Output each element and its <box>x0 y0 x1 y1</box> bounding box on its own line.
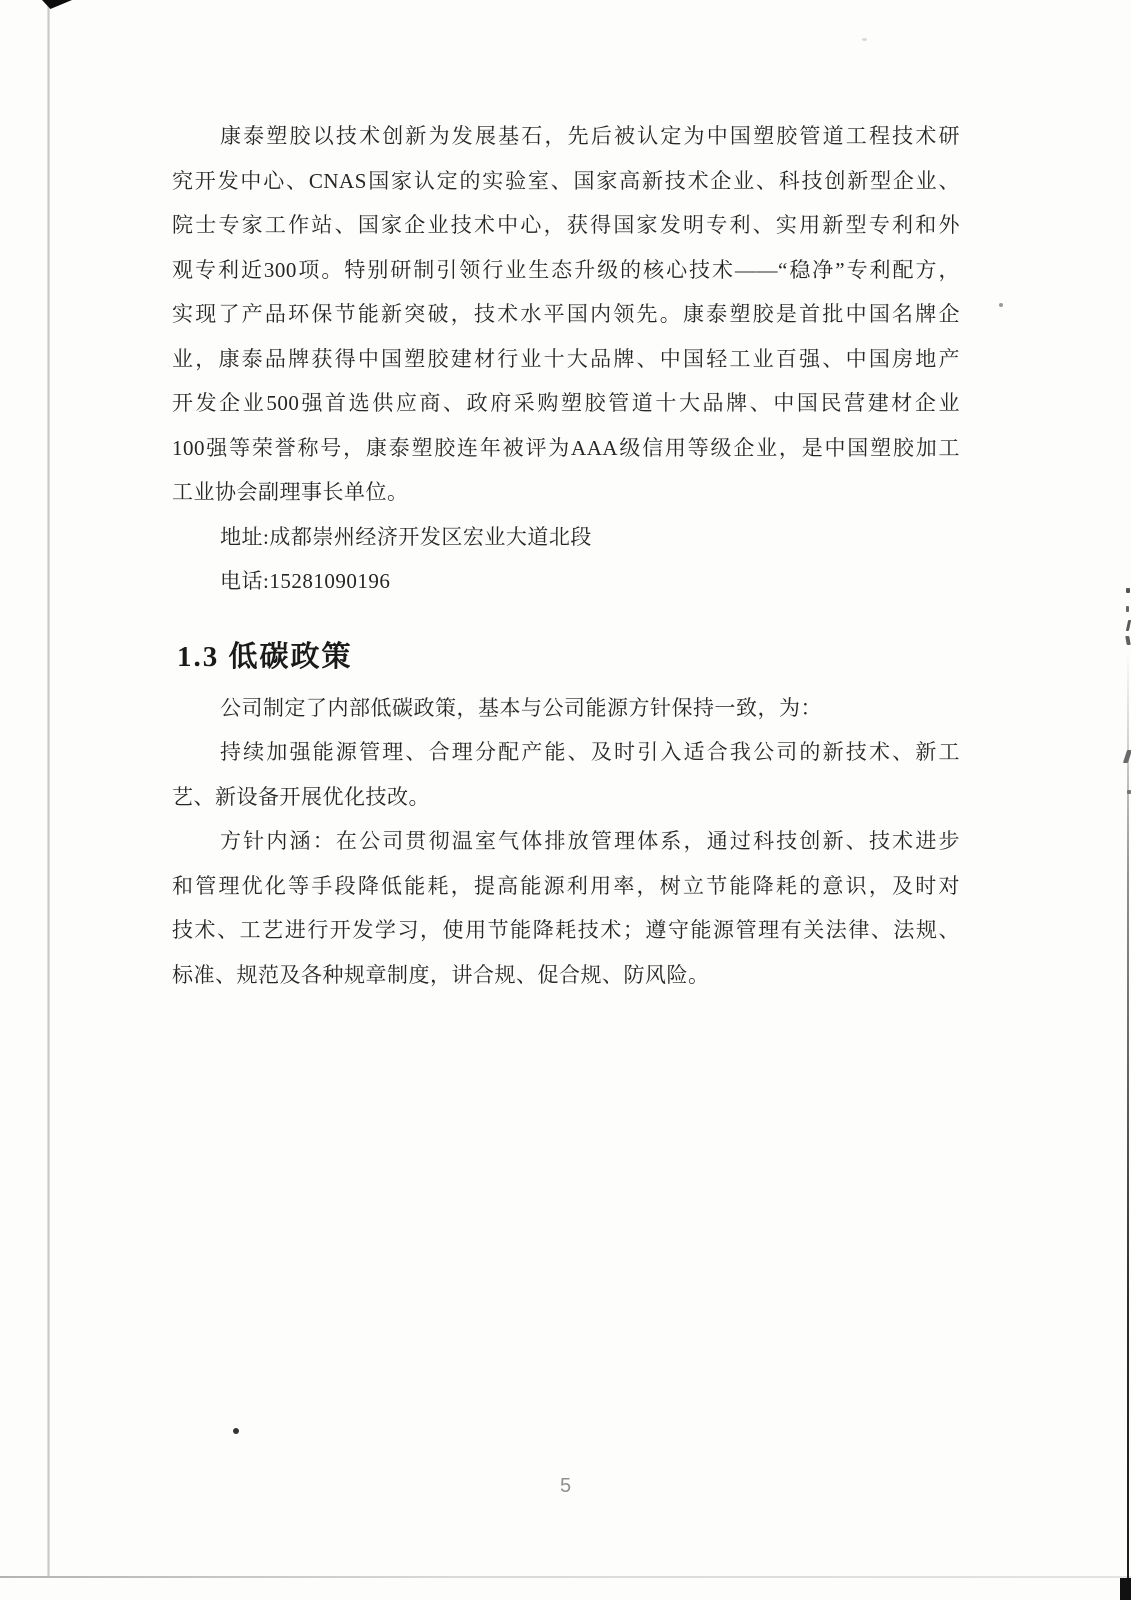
scan-artifact-ink-dot <box>999 303 1003 307</box>
text-line: 观专利近300项。特别研制引领行业生态升级的核心技术——“稳净”专利配方， <box>172 257 960 282</box>
text-line: 100强等荣誉称号，康泰塑胶连年被评为AAA级信用等级企业，是中国塑胶加工 <box>172 435 960 460</box>
text-line: 开发企业500强首选供应商、政府采购塑胶管道十大品牌、中国民营建材企业 <box>172 391 960 415</box>
text-line: 康泰塑胶以技术创新为发展基石，先后被认定为中国塑胶管道工程技术研 <box>220 124 960 148</box>
text-line: 技术、工艺进行开发学习，使用节能降耗技术；遵守能源管理有关法律、法规、 <box>172 918 960 942</box>
scan-artifact-left-edge-line <box>47 0 50 1578</box>
text-line: 实现了产品环保节能新突破，技术水平国内领先。康泰塑胶是首批中国名牌企 <box>172 302 960 326</box>
address-line: 地址:成都崇州经济开发区宏业大道北段 <box>220 524 592 549</box>
text-line: 工业协会副理事长单位。 <box>172 480 409 504</box>
text-line: 标准、规范及各种规章制度，讲合规、促合规、防风险。 <box>172 962 710 987</box>
page-number: 5 <box>559 1475 572 1497</box>
scan-artifact-bottom-edge-line <box>0 1576 1131 1578</box>
section-heading: 1.3 低碳政策 <box>177 640 353 673</box>
text-line: 院士专家工作站、国家企业技术中心，获得国家发明专利、实用新型专利和外 <box>172 213 960 237</box>
phone-line: 电话:15281090196 <box>220 569 391 593</box>
scan-artifact-glyph-fragment <box>1127 790 1131 794</box>
scan-artifact-smudge <box>862 38 867 41</box>
scan-artifact-glyph-fragment <box>1125 636 1131 645</box>
text-line: 究开发中心、CNAS国家认定的实验室、国家高新技术企业、科技创新型企业、 <box>172 168 960 193</box>
scan-artifact-glyph-fragment <box>1126 606 1129 612</box>
text-line: 持续加强能源管理、合理分配产能、及时引入适合我公司的新技术、新工 <box>220 740 960 764</box>
policy-paragraphs <box>172 686 960 998</box>
text-line: 公司制定了内部低碳政策，基本与公司能源方针保持一致，为： <box>220 695 822 720</box>
text-line: 和管理优化等手段降低能耗，提高能源利用率，树立节能降耗的意识，及时对 <box>172 873 960 898</box>
text-line: 方针内涵：在公司贯彻温室气体排放管理体系，通过科技创新、技术进步 <box>220 829 960 853</box>
company-intro-paragraph <box>172 114 960 604</box>
scan-artifact-corner-black-bar <box>1120 1578 1131 1600</box>
text-line: 艺、新设备开展优化技改。 <box>172 784 430 809</box>
scan-artifact-glyph-fragment <box>1126 588 1130 593</box>
scan-artifact-glyph-fragment <box>1123 750 1131 763</box>
text-line: 业，康泰品牌获得中国塑胶建材行业十大品牌、中国轻工业百强、中国房地产 <box>172 346 960 371</box>
scan-artifact-ink-dot <box>233 1428 239 1434</box>
document-body <box>172 114 960 997</box>
scan-artifact-glyph-fragment <box>1126 620 1131 631</box>
